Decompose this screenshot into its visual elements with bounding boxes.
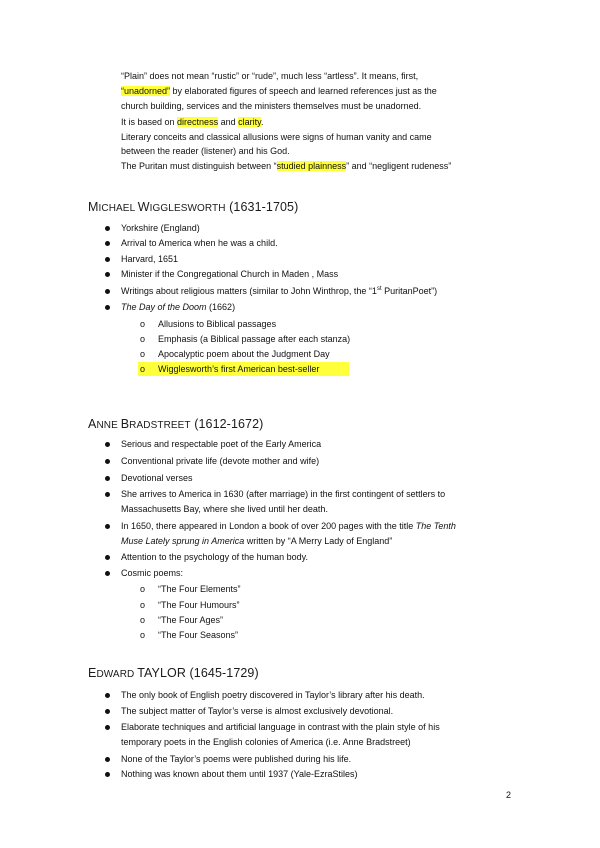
list-item: Nothing was known about them until 1937 (Yale-EzraStiles) bbox=[121, 769, 358, 779]
highlight: clarity bbox=[238, 117, 261, 127]
intro-line: “Plain” does not mean “rustic” or “rude”, much less “artless”. It means, first, bbox=[121, 71, 419, 81]
list-item: Harvard, 1651 bbox=[121, 254, 179, 264]
bullet-icon bbox=[105, 571, 110, 576]
list-text: written by “A Merry Lady of England” bbox=[244, 536, 393, 546]
heading-text: W bbox=[137, 200, 150, 214]
sub-bullet-icon: o bbox=[140, 349, 146, 359]
heading-text: B bbox=[120, 417, 130, 431]
list-item: Devotional verses bbox=[121, 473, 193, 483]
list-item bbox=[121, 301, 235, 313]
highlight: studied plainness bbox=[276, 161, 347, 171]
sub-bullet-icon: o bbox=[140, 319, 146, 329]
bullet-icon bbox=[105, 289, 110, 294]
sub-bullet-icon: o bbox=[140, 615, 146, 625]
heading-text: E bbox=[88, 666, 97, 680]
sub-bullet-icon: o bbox=[140, 584, 146, 594]
heading-text: RADSTREET bbox=[129, 420, 191, 431]
bullet-icon bbox=[105, 693, 110, 698]
sub-list-item: Allusions to Biblical passages bbox=[158, 319, 277, 329]
highlight: directness bbox=[177, 117, 219, 127]
heading-text: A bbox=[88, 417, 97, 431]
highlight: first American best-seller bbox=[220, 364, 320, 374]
list-text: Writings about religious matters (similar to John Winthrop, the “1 bbox=[121, 286, 377, 296]
sub-list-item: “The Four Humours” bbox=[158, 600, 240, 610]
bullet-icon bbox=[105, 555, 110, 560]
intro-line: Literary conceits and classical allusions were signs of human vanity and came bbox=[121, 132, 432, 142]
heading-text: TAYLOR (1645-1729) bbox=[137, 666, 259, 680]
heading-text: (1631-1705) bbox=[225, 200, 299, 214]
sub-list-item: Apocalyptic poem about the Judgment Day bbox=[158, 349, 330, 359]
list-item: The subject matter of Taylor’s verse is almost exclusively devotional. bbox=[121, 706, 394, 716]
list-item: Elaborate techniques and artificial language in contrast with the plain style of his bbox=[121, 722, 440, 732]
bullet-icon bbox=[105, 476, 110, 481]
sub-list-item bbox=[158, 363, 319, 375]
intro-line bbox=[121, 116, 263, 128]
book-title: The Tenth bbox=[415, 521, 456, 531]
list-item-continued bbox=[121, 535, 392, 547]
heading-text: DWARD bbox=[96, 669, 138, 680]
heading-text: NNE bbox=[96, 420, 121, 431]
sub-list-item: “The Four Seasons” bbox=[158, 630, 239, 640]
heading-text: (1612-1672) bbox=[190, 417, 264, 431]
page-number: 2 bbox=[506, 790, 512, 800]
intro-text: It is based on bbox=[121, 117, 178, 127]
list-text: (1662) bbox=[206, 302, 236, 312]
heading-text: M bbox=[88, 200, 99, 214]
intro-text: by elaborated figures of speech and learned references just as the bbox=[170, 86, 437, 96]
bullet-icon bbox=[105, 492, 110, 497]
bullet-icon bbox=[105, 757, 110, 762]
bullet-icon bbox=[105, 226, 110, 231]
section-heading-taylor bbox=[88, 666, 259, 682]
list-item: Serious and respectable poet of the Early America bbox=[121, 439, 322, 449]
list-text: Wigglesworth’s bbox=[158, 364, 221, 374]
highlight: “unadorned” bbox=[121, 86, 171, 96]
sub-bullet-icon: o bbox=[140, 334, 146, 344]
intro-text: The Puritan must distinguish between “ bbox=[121, 161, 277, 171]
intro-line bbox=[121, 85, 437, 97]
list-item bbox=[121, 520, 456, 532]
list-item-continued: temporary poets in the English colonies of America (i.e. Anne Bradstreet) bbox=[121, 737, 411, 747]
list-item: Minister if the Congregational Church in Maden , Mass bbox=[121, 269, 339, 279]
heading-text: ICHAEL bbox=[98, 203, 138, 214]
list-item: She arrives to America in 1630 (after marriage) in the first contingent of settlers to bbox=[121, 489, 446, 499]
section-heading-wigglesworth bbox=[88, 200, 298, 216]
bullet-icon bbox=[105, 305, 110, 310]
list-item: Cosmic poems: bbox=[121, 568, 184, 578]
list-item: The only book of English poetry discovered in Taylor’s library after his death. bbox=[121, 690, 425, 700]
sub-bullet-icon: o bbox=[140, 630, 146, 640]
intro-line: church building, services and the ministers themselves must be unadorned. bbox=[121, 101, 422, 111]
book-title: The Day of the Doom bbox=[121, 302, 207, 312]
list-item-continued: Massachusetts Bay, where she lived until her death. bbox=[121, 504, 328, 514]
sub-bullet-icon: o bbox=[140, 600, 146, 610]
sub-list-item: “The Four Ages” bbox=[158, 615, 224, 625]
sub-list-item: “The Four Elements” bbox=[158, 584, 241, 594]
sub-bullet-icon: o bbox=[140, 364, 146, 374]
bullet-icon bbox=[105, 442, 110, 447]
intro-text: . bbox=[260, 117, 264, 127]
intro-line bbox=[121, 160, 451, 172]
section-heading-bradstreet bbox=[88, 417, 263, 433]
list-item: Conventional private life (devote mother and wife) bbox=[121, 456, 320, 466]
list-item: None of the Taylor’s poems were published during his life. bbox=[121, 754, 352, 764]
list-item bbox=[121, 285, 437, 297]
intro-line: between the reader (listener) and his God. bbox=[121, 146, 290, 156]
book-title: Muse Lately sprung in America bbox=[121, 536, 245, 546]
bullet-icon bbox=[105, 241, 110, 246]
list-text: PuritanPoet”) bbox=[381, 286, 438, 296]
list-item: Yorkshire (England) bbox=[121, 223, 200, 233]
list-text: In 1650, there appeared in London a book of over 200 pages with the title bbox=[121, 521, 416, 531]
bullet-icon bbox=[105, 524, 110, 529]
bullet-icon bbox=[105, 459, 110, 464]
bullet-icon bbox=[105, 725, 110, 730]
bullet-icon bbox=[105, 772, 110, 777]
bullet-icon bbox=[105, 257, 110, 262]
intro-text: ” and “negligent rudeness” bbox=[346, 161, 452, 171]
heading-text: IGGLESWORTH bbox=[149, 203, 226, 214]
intro-text: and bbox=[218, 117, 239, 127]
list-item: Arrival to America when he was a child. bbox=[121, 238, 278, 248]
list-item: Attention to the psychology of the human body. bbox=[121, 552, 308, 562]
bullet-icon bbox=[105, 709, 110, 714]
sub-list-item: Emphasis (a Biblical passage after each stanza) bbox=[158, 334, 351, 344]
bullet-icon bbox=[105, 272, 110, 277]
superscript: st bbox=[376, 286, 382, 292]
